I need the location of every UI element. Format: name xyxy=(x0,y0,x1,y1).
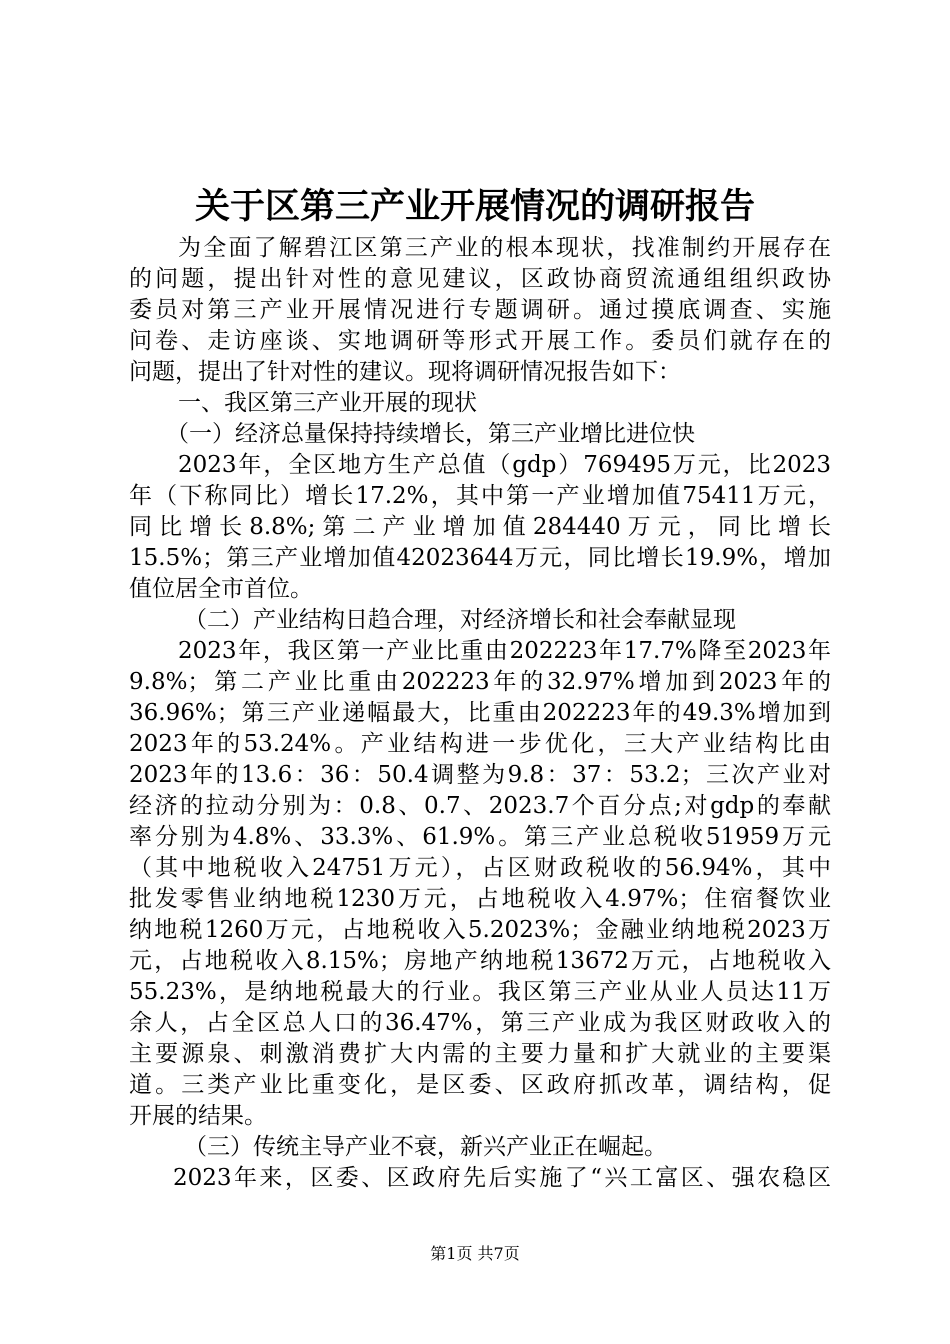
body-line: 同比增长8.8%;第二产业增加值284440万元，同比增长 xyxy=(129,514,831,540)
subsection-heading: （一）经济总量保持持续增长，第三产业增比进位快 xyxy=(166,421,695,447)
body-line: 年（下称同比）增长17.2%，其中第一产业增加值75411万元， xyxy=(129,483,831,509)
document-body xyxy=(129,233,831,1194)
body-line: 值位居全市首位。 xyxy=(129,576,313,602)
body-line: 2023年的53.24%。产业结构进一步优化，三大产业结构比由 xyxy=(129,731,831,757)
body-line: 2023年来，区委、区政府先后实施了“兴工富区、强农稳区 xyxy=(173,1165,831,1191)
page-number: 第1页 共7页 xyxy=(430,1244,520,1263)
section-heading: 一、我区第三产业开展的现状 xyxy=(178,390,477,416)
body-line: 2023年的13.6：36：50.4调整为9.8：37：53.2；三次产业对 xyxy=(129,762,831,788)
body-line: 为全面了解碧江区第三产业的根本现状，找准制约开展存在 xyxy=(178,235,831,261)
body-line: 经济的拉动分别为：0.8、0.7、2023.7个百分点;对gdp的奉献 xyxy=(129,793,831,819)
subsection-heading: （三）传统主导产业不衰，新兴产业正在崛起。 xyxy=(184,1134,667,1160)
body-line: 道。三类产业比重变化，是区委、区政府抓改革，调结构，促 xyxy=(129,1072,831,1098)
body-line: 元，占地税收入8.15%；房地产纳地税13672万元，占地税收入 xyxy=(129,948,831,974)
document-title: 关于区第三产业开展情况的调研报告 xyxy=(194,186,755,227)
body-line: 开展的结果。 xyxy=(129,1103,267,1129)
body-line: 2023年，我区第一产业比重由202223年17.7%降至2023年 xyxy=(178,638,831,664)
subsection-heading: （二）产业结构日趋合理，对经济增长和社会奉献显现 xyxy=(184,607,736,633)
body-line: 主要源泉、刺激消费扩大内需的主要力量和扩大就业的主要渠 xyxy=(129,1041,831,1067)
body-line: 余人，占全区总人口的36.47%，第三产业成为我区财政收入的 xyxy=(129,1010,831,1036)
body-line: 的问题，提出针对性的意见建议，区政协商贸流通组组织政协 xyxy=(129,266,831,292)
body-line: 2023年，全区地方生产总值（gdp）769495万元，比2023 xyxy=(178,452,831,478)
body-line: 批发零售业纳地税1230万元，占地税收入4.97%；住宿餐饮业 xyxy=(129,886,831,912)
body-line: 36.96%；第三产业递幅最大，比重由202223年的49.3%增加到 xyxy=(129,700,831,726)
body-line: 率分别为4.8%、33.3%、61.9%。第三产业总税收51959万元 xyxy=(129,824,831,850)
body-line: 纳地税1260万元，占地税收入5.2023%；金融业纳地税2023万 xyxy=(129,917,831,943)
body-line: 9.8%；第二产业比重由202223年的32.97%增加到2023年的 xyxy=(129,669,831,695)
body-line: （其中地税收入24751万元），占区财政税收的56.94%，其中 xyxy=(129,855,831,881)
body-line: 15.5%；第三产业增加值42023644万元，同比增长19.9%，增加 xyxy=(129,545,831,571)
body-line: 55.23%，是纳地税最大的行业。我区第三产业从业人员达11万 xyxy=(129,979,831,1005)
body-line: 问卷、走访座谈、实地调研等形式开展工作。委员们就存在的 xyxy=(129,328,831,354)
body-line: 委员对第三产业开展情况进行专题调研。通过摸底调查、实施 xyxy=(129,297,831,323)
body-line: 问题，提出了针对性的建议。现将调研情况报告如下： xyxy=(129,359,681,385)
